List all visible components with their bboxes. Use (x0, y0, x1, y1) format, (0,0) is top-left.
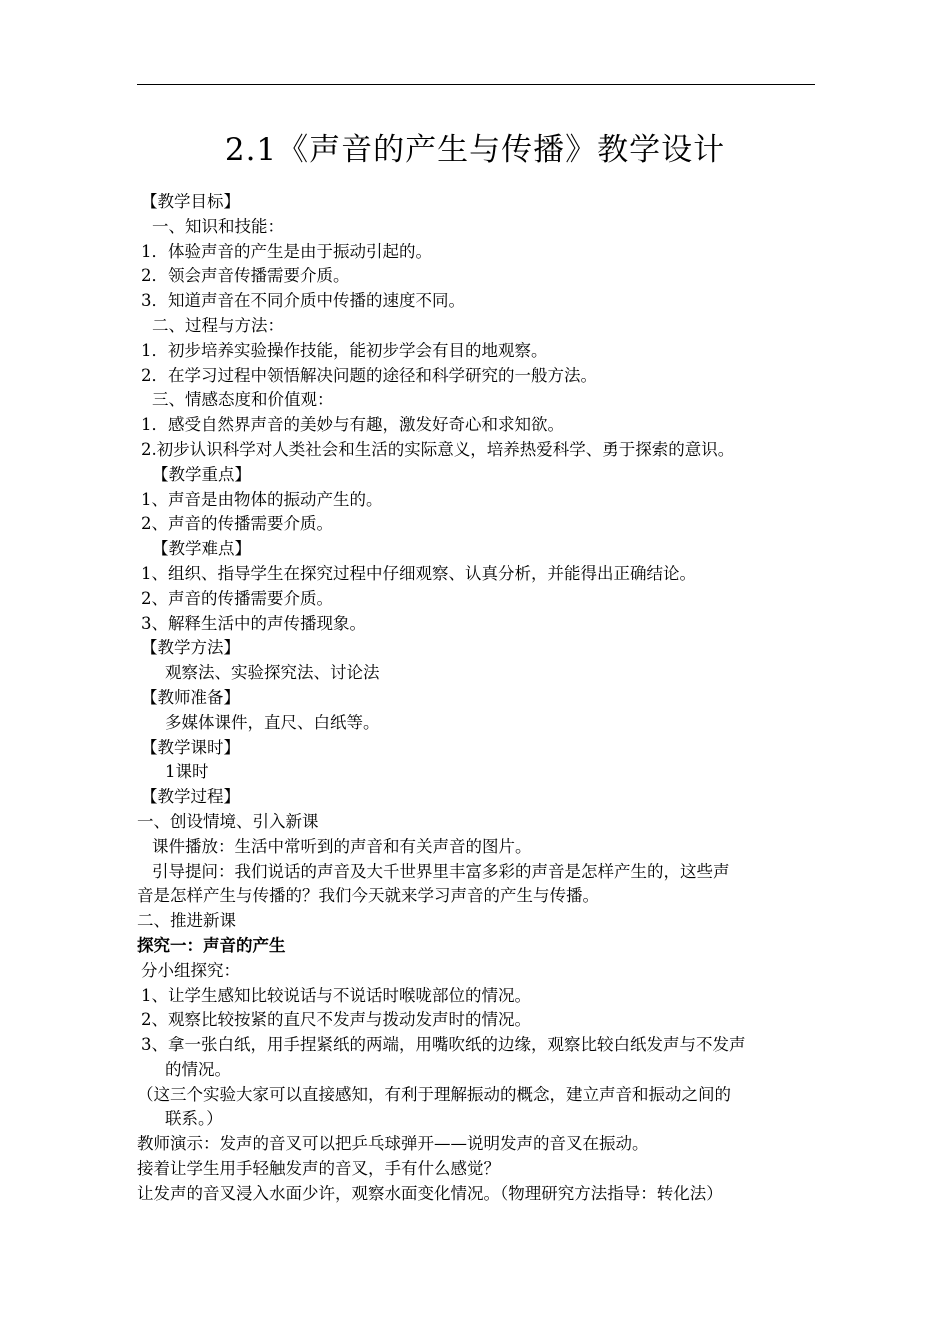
text-line: 联系。） (165, 1109, 223, 1129)
text-line: 2．在学习过程中领悟解决问题的途径和科学研究的一般方法。 (141, 365, 597, 385)
page-title: 2.1《声音的产生与传播》教学设计 (224, 132, 726, 168)
text-line: 【教学课时】 (141, 737, 240, 757)
text-line: 探究一：声音的产生 (137, 935, 286, 955)
text-line: 一、创设情境、引入新课 (137, 811, 319, 831)
text-line: 2、观察比较按紧的直尺不发声与拨动发声时的情况。 (141, 1010, 531, 1030)
text-line: 音是怎样产生与传播的？我们今天就来学习声音的产生与传播。 (137, 886, 599, 906)
text-line: 三、情感态度和价值观： (152, 390, 334, 410)
text-line: （这三个实验大家可以直接感知，有利于理解振动的概念，建立声音和振动之间的 (137, 1084, 731, 1104)
text-line: 【教学目标】 (141, 192, 240, 211)
text-line: 引导提问：我们说话的声音及大千世界里丰富多彩的声音是怎样产生的，这些声 (152, 861, 730, 881)
text-line: 观察法、实验探究法、讨论法 (165, 663, 380, 683)
text-line: 【教学过程】 (141, 787, 240, 807)
text-line: 1、让学生感知比较说话与不说话时喉咙部位的情况。 (141, 985, 531, 1005)
text-line: 2、声音的传播需要介质。 (141, 588, 333, 608)
text-line: 【教学方法】 (141, 638, 240, 658)
text-line: 接着让学生用手轻触发声的音叉，手有什么感觉？ (137, 1159, 500, 1179)
text-line: 2．领会声音传播需要介质。 (141, 266, 350, 286)
text-line: 二、过程与方法： (152, 315, 284, 335)
text-line: 教师演示：发声的音叉可以把乒乓球弹开——说明发声的音叉在振动。 (137, 1134, 649, 1154)
text-line: 1．感受自然界声音的美妙与有趣，激发好奇心和求知欲。 (141, 415, 564, 435)
text-line: 分小组探究： (141, 960, 240, 980)
text-line: 【教师准备】 (141, 687, 240, 707)
text-line: 让发声的音叉浸入水面少许，观察水面变化情况。（物理研究方法指导：转化法） (137, 1183, 723, 1203)
text-line: 【教学重点】 (152, 464, 251, 484)
text-line: 多媒体课件，直尺、白纸等。 (165, 712, 380, 732)
document-body (137, 190, 817, 1207)
text-line: 3、解释生活中的声传播现象。 (141, 613, 366, 633)
text-line: 1课时 (165, 762, 209, 782)
text-line: 2.初步认识科学对人类社会和生活的实际意义，培养热爱科学、勇于探索的意识。 (141, 439, 735, 459)
text-line: 1、组织、指导学生在探究过程中仔细观察、认真分析，并能得出正确结论。 (141, 563, 696, 583)
text-line: 1．体验声音的产生是由于振动引起的。 (141, 241, 432, 261)
text-line: 课件播放：生活中常听到的声音和有关声音的图片。 (152, 836, 532, 856)
header-rule (137, 84, 815, 85)
text-line: 一、知识和技能： (152, 216, 284, 236)
text-line: 1、声音是由物体的振动产生的。 (141, 489, 383, 509)
text-line: 的情况。 (165, 1059, 231, 1079)
text-line: 1．初步培养实验操作技能，能初步学会有目的地观察。 (141, 340, 548, 360)
text-line: 3、拿一张白纸，用手捏紧纸的两端，用嘴吹纸的边缘，观察比较白纸发声与不发声 (141, 1035, 746, 1055)
text-line: 【教学难点】 (152, 539, 251, 559)
text-line: 3．知道声音在不同介质中传播的速度不同。 (141, 291, 465, 311)
text-line: 2、声音的传播需要介质。 (141, 514, 333, 534)
text-line: 二、推进新课 (137, 911, 236, 931)
